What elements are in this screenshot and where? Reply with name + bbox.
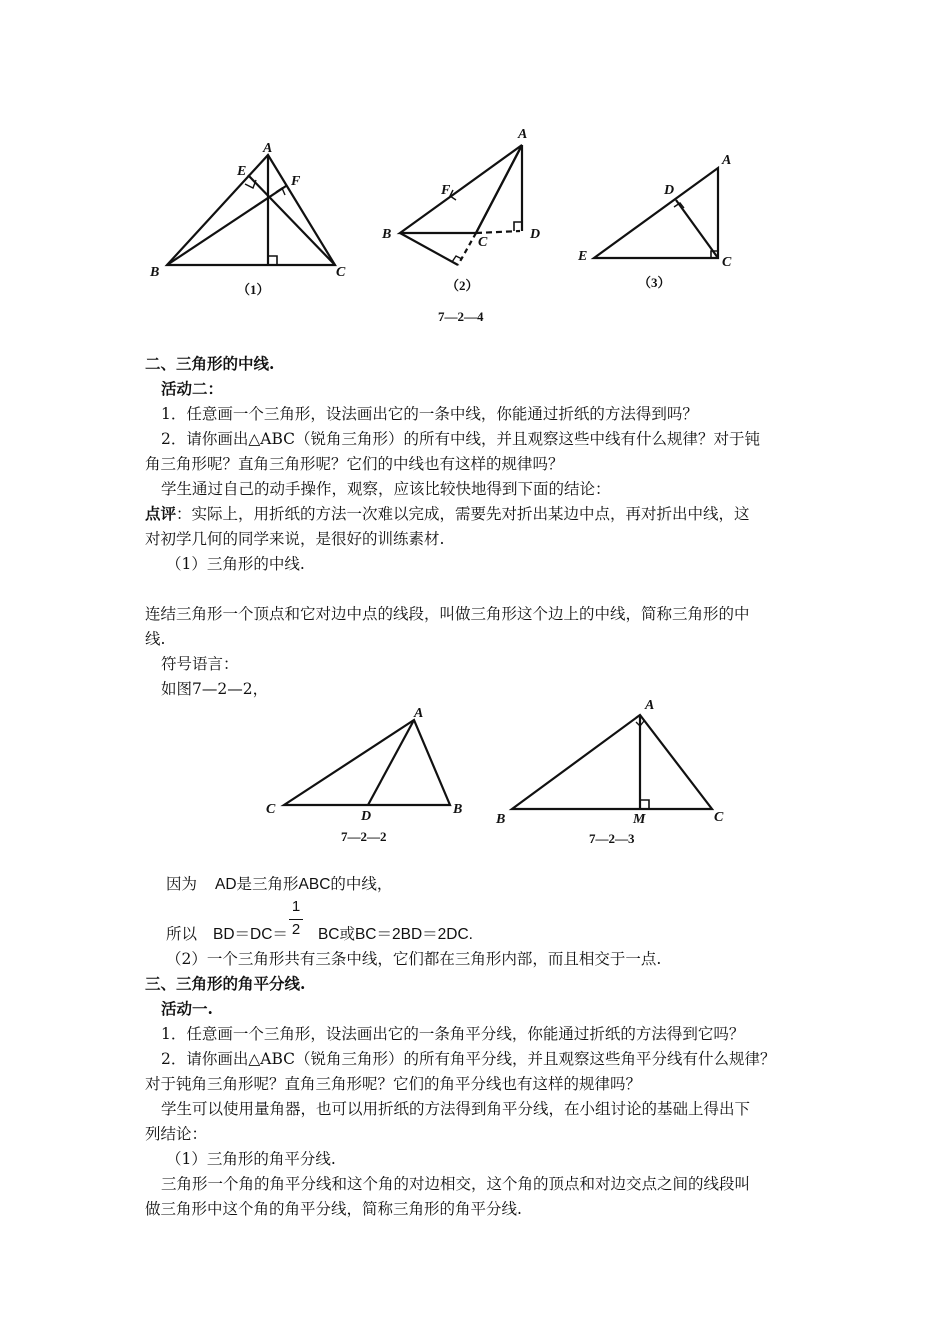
so-pre: BD＝DC＝ — [213, 926, 288, 943]
fig723-label-B: B — [496, 812, 506, 827]
fig722-label-D: D — [361, 809, 372, 824]
section2-q2-line1: 2．请你画出△ABC（锐角三角形）的所有中线，并且观察这些中线有什么规律？对于钝 — [161, 430, 761, 448]
bisector-definition-line2: 做三角形中这个角的角平分线，简称三角形的角平分线. — [145, 1200, 522, 1218]
as-figure: 如图7—2—2， — [161, 680, 269, 698]
section3-activity: 活动一. — [161, 999, 213, 1018]
because-text: AD是三角形ABC的中线， — [215, 876, 393, 893]
section2-q1: 1．任意画一个三角形，设法画出它的一条中线，你能通过折纸的方法得到吗？ — [161, 405, 698, 423]
median-definition-line2: 线. — [145, 630, 166, 648]
so-post: BC或BC＝2BD＝2DC. — [317, 926, 473, 943]
section3-q2-line1: 2．请你画出△ABC（锐角三角形）的所有角平分线，并且观察这些角平分线有什么规律？ — [161, 1050, 776, 1068]
symbol-language: 符号语言： — [161, 655, 239, 673]
fig723-label-C: C — [714, 810, 724, 825]
fig1-label-C: C — [336, 265, 346, 280]
fig2-label-C: C — [478, 235, 488, 250]
fig2-label-D: D — [530, 227, 541, 242]
fig1-label-F: F — [291, 174, 301, 189]
fig3-label-A: A — [722, 153, 732, 168]
fig1-caption: （1） — [237, 282, 270, 297]
fig1-label-A: A — [263, 141, 273, 156]
section3-q2-line2: 对于钝角三角形呢？直角三角形呢？它们的角平分线也有这样的规律吗？ — [145, 1075, 642, 1093]
fraction-bar — [289, 919, 303, 920]
fig3-label-E: E — [578, 249, 588, 264]
section3-students-line2: 列结论： — [145, 1125, 208, 1143]
figure-caption-7-2-4: 7—2—4 — [438, 309, 484, 324]
fig2-label-A: A — [518, 127, 528, 142]
fig722-caption: 7—2—2 — [341, 829, 387, 844]
section3-q1: 1．任意画一个三角形，设法画出它的一条角平分线，你能通过折纸的方法得到它吗？ — [161, 1025, 745, 1043]
section2-item1: （1）三角形的中线. — [166, 555, 305, 573]
fraction-numerator: 1 — [291, 898, 301, 915]
fig722-label-A: A — [414, 706, 424, 721]
fig1-label-B: B — [150, 265, 160, 280]
section3-item1: （1）三角形的角平分线. — [166, 1150, 336, 1168]
proof-so — [166, 924, 473, 945]
section2-heading: 二、三角形的中线. — [145, 354, 275, 373]
fig3-label-C: C — [722, 255, 732, 270]
median-definition-line1: 连结三角形一个顶点和它对边中点的线段，叫做三角形这个边上的中线，简称三角形的中 — [145, 605, 750, 623]
section2-comment-line2: 对初学几何的同学来说，是很好的训练素材. — [145, 530, 445, 548]
section2-activity: 活动二： — [161, 379, 224, 398]
comment-label: 点评 — [145, 504, 177, 523]
comment-text: ：实际上，用折纸的方法一次难以完成，需要先对折出某边中点，再对折出中线，这 — [176, 505, 750, 523]
fig1-label-E: E — [237, 164, 247, 179]
fig2-label-B: B — [382, 227, 392, 242]
fig722-label-C: C — [266, 802, 276, 817]
section2-q2-line2: 角三角形呢？直角三角形呢？它们的中线也有这样的规律吗？ — [145, 455, 564, 473]
figure-7-2-4 — [0, 0, 950, 330]
fig3-label-D: D — [664, 183, 675, 198]
proof-item2: （2）一个三角形共有三条中线，它们都在三角形内部，而且相交于一点. — [166, 950, 662, 968]
bisector-definition-line1: 三角形一个角的角平分线和这个角的对边相交，这个角的顶点和对边交点之间的线段叫 — [161, 1175, 751, 1193]
section2-students: 学生通过自己的动手操作，观察，应该比较快地得到下面的结论： — [161, 480, 611, 498]
proof-because — [166, 874, 392, 895]
fig3-caption: （3） — [638, 275, 671, 290]
section2-comment-line1 — [145, 504, 750, 524]
so-label: 所以 — [166, 925, 198, 943]
fig722-label-B: B — [453, 802, 463, 817]
fig2-label-F: F — [441, 183, 451, 198]
figure-7-2-2-and-7-2-3 — [0, 695, 950, 855]
fig723-caption: 7—2—3 — [589, 831, 635, 846]
fig723-label-M: M — [633, 812, 646, 827]
because-label: 因为 — [166, 875, 198, 893]
section3-students-line1: 学生可以使用量角器，也可以用折纸的方法得到角平分线，在小组讨论的基础上得出下 — [161, 1100, 751, 1118]
fig2-caption: （2） — [446, 278, 479, 293]
fraction-denominator: 2 — [291, 921, 301, 938]
fig723-label-A: A — [645, 698, 655, 713]
section3-heading: 三、三角形的角平分线. — [145, 974, 306, 993]
